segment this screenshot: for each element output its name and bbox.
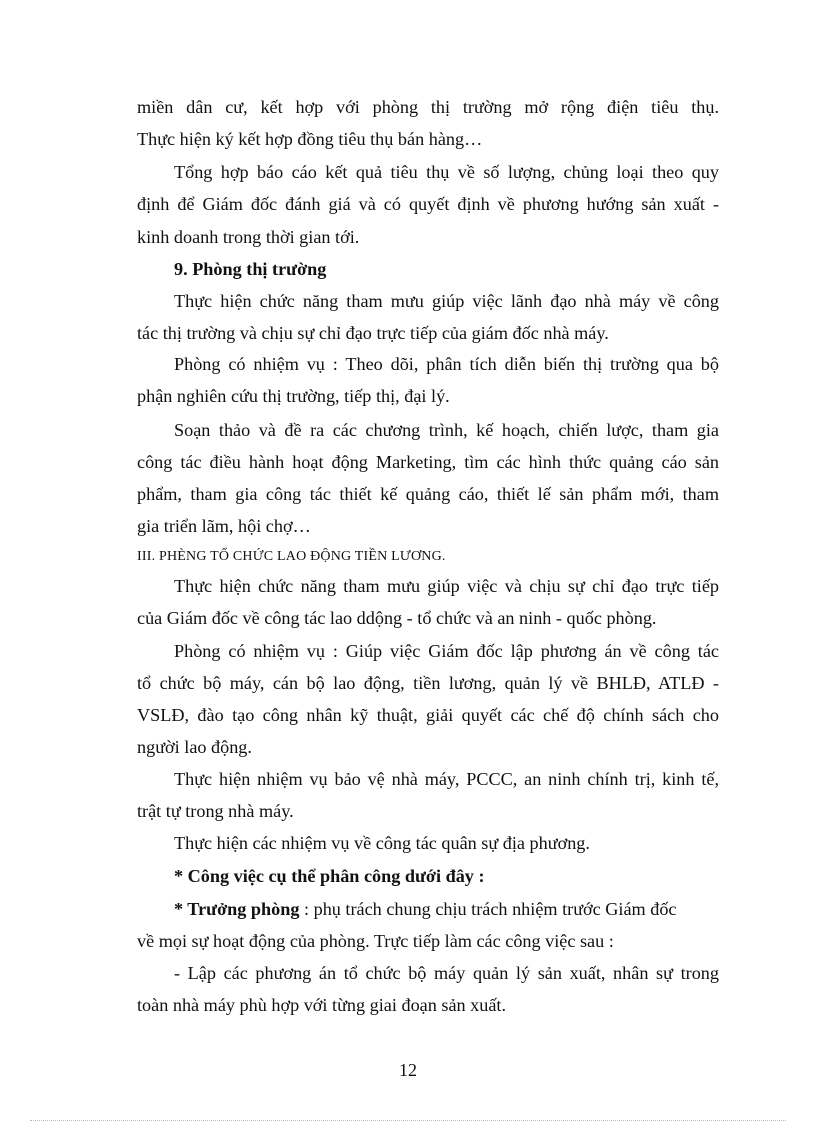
role-description: : phụ trách chung chịu trách nhiệm trước Giám đốc	[299, 899, 677, 919]
text-line: Soạn thảo và đề ra các chương trình, kế hoạch, chiến lược, tham gia	[174, 420, 719, 440]
text-line: miền dân cư, kết hợp với phòng thị trường mở rộng điện tiêu thụ.	[137, 97, 719, 117]
text-line: về mọi sự hoạt động của phòng. Trực tiếp làm các công việc sau :	[137, 931, 614, 951]
text-line: Thực hiện ký kết hợp đồng tiêu thụ bán hàng…	[137, 129, 483, 149]
text-line: tổ chức bộ máy, cán bộ lao động, tiền lương, quản lý về BHLĐ, ATLĐ -	[137, 673, 719, 693]
text-line: Phòng có nhiệm vụ : Giúp việc Giám đốc lập phương án về công tác	[174, 641, 719, 661]
text-line: Phòng có nhiệm vụ : Theo dõi, phân tích diễn biến thị trường qua bộ	[174, 354, 719, 374]
role-title: * Trưởng phòng	[174, 899, 300, 919]
text-line: Thực hiện nhiệm vụ bảo vệ nhà máy, PCCC, an ninh chính trị, kinh tế,	[174, 769, 719, 789]
text-line: Thực hiện các nhiệm vụ về công tác quân sự địa phương.	[174, 833, 590, 853]
text-line: kinh doanh trong thời gian tới.	[137, 227, 360, 247]
text-line: Tổng hợp báo cáo kết quả tiêu thụ về số lượng, chủng loại theo quy	[174, 162, 719, 182]
text-line	[174, 897, 719, 921]
text-line: công tác điều hành hoạt động Marketing, tìm các hình thức quảng cáo sản	[137, 452, 719, 472]
text-line: VSLĐ, đào tạo công nhân kỹ thuật, giải quyết các chế độ chính sách cho	[137, 705, 719, 725]
section-heading: 9. Phòng thị trường	[174, 259, 327, 279]
page-bottom-divider	[30, 1120, 786, 1121]
bold-heading: * Công việc cụ thể phân công dưới đây :	[174, 866, 485, 886]
text-line: tác thị trường và chịu sự chỉ đạo trực tiếp của giám đốc nhà máy.	[137, 323, 609, 343]
text-line: Thực hiện chức năng tham mưu giúp việc lãnh đạo nhà máy về công	[174, 291, 719, 311]
text-line: người lao động.	[137, 737, 252, 757]
text-line: Thực hiện chức năng tham mưu giúp việc và chịu sự chỉ đạo trực tiếp	[174, 576, 719, 596]
text-line: toàn nhà máy phù hợp với từng giai đoạn sản xuất.	[137, 995, 507, 1015]
text-line: trật tự trong nhà máy.	[137, 801, 294, 821]
page-number: 12	[399, 1060, 417, 1080]
text-line: - Lập các phương án tổ chức bộ máy quản lý sản xuất, nhân sự trong	[174, 963, 719, 983]
section-heading: III. PHÈNG TỔ CHỨC LAO ĐỘNG TIỀN LƯƠNG.	[137, 549, 446, 564]
text-line: định để Giám đốc đánh giá và có quyết định về phương hướng sản xuất -	[137, 194, 719, 214]
text-line: của Giám đốc về công tác lao ddộng - tổ chức và an ninh - quốc phòng.	[137, 608, 657, 628]
text-line: phận nghiên cứu thị trường, tiếp thị, đại lý.	[137, 386, 450, 406]
text-line: phẩm, tham gia công tác thiết kế quảng cáo, thiết lế sản phẩm mới, tham	[137, 484, 719, 504]
text-line: gia triển lãm, hội chợ…	[137, 516, 311, 536]
